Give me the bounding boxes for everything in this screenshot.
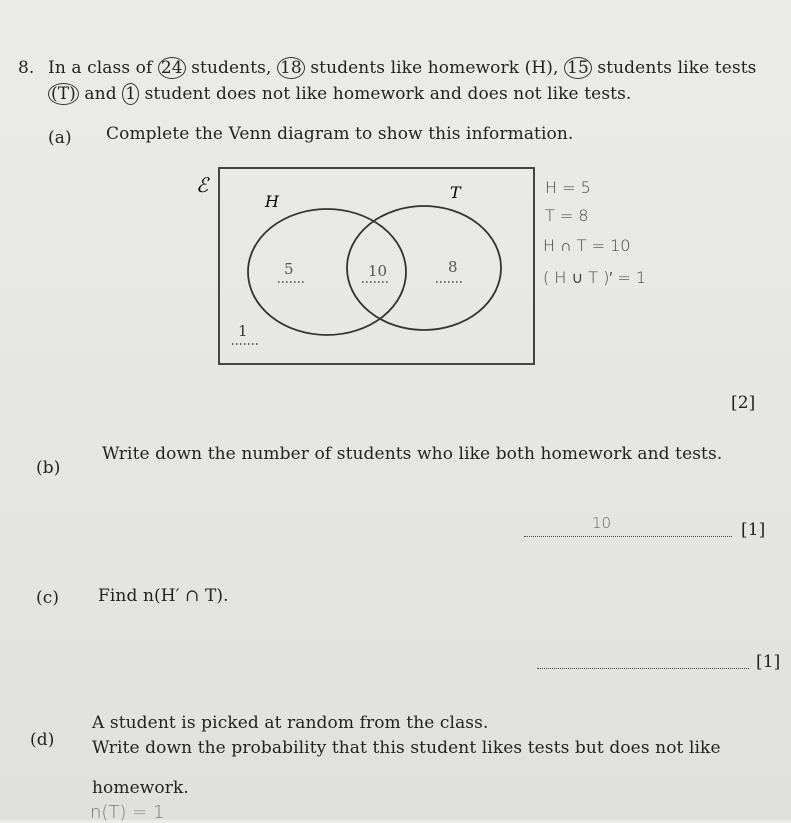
part-c-marks: [1] — [756, 652, 781, 672]
stem-text: and — [78, 84, 123, 104]
part-a-label: (a) — [48, 128, 72, 148]
part-d-working: n(T) = 1 — [90, 802, 165, 823]
circled-homework-count: 18 — [277, 57, 305, 79]
part-a-text: Complete the Venn diagram to show this information. — [106, 124, 574, 144]
circled-total: 24 — [158, 57, 186, 79]
stem-text: student does not like homework and does not like tests. — [139, 84, 632, 104]
stem-text: students like tests — [591, 58, 757, 78]
region-only-t-value: 8 — [448, 258, 458, 276]
part-c-label: (c) — [36, 588, 60, 608]
part-b-label: (b) — [36, 458, 61, 478]
question-stem-line-2 — [48, 84, 631, 104]
part-b-answer: 10 — [592, 514, 612, 532]
question-stem-line-1 — [48, 58, 756, 78]
part-d-label: (d) — [30, 730, 55, 750]
part-b-marks: [1] — [741, 520, 766, 540]
circled-neither-count: 1 — [122, 83, 139, 105]
region-both-value: 10 — [368, 262, 388, 280]
part-c-answer-line — [537, 652, 749, 669]
part-a-marks: [2] — [731, 393, 756, 413]
circled-tests-symbol: (T) — [48, 83, 79, 105]
set-t-label: T — [450, 183, 461, 202]
part-d-line-2: Write down the probability that this student likes tests but does not like — [92, 738, 721, 758]
region-outside-value: 1 — [238, 322, 248, 340]
question-number: 8. — [18, 58, 35, 78]
stem-text: In a class of — [48, 58, 158, 78]
part-c-text: Find n(H′ ∩ T). — [98, 586, 229, 606]
stem-text: students, — [185, 58, 277, 78]
set-h-label: H — [265, 192, 279, 211]
working-note: H = 5 — [545, 178, 591, 197]
part-d-line-1: A student is picked at random from the class. — [92, 713, 489, 733]
universal-set-symbol: ℰ — [196, 173, 209, 197]
part-d-line-3: homework. — [92, 778, 189, 798]
stem-text: students like homework (H), — [304, 58, 565, 78]
venn-diagram — [192, 162, 552, 372]
circled-tests-count: 15 — [564, 57, 592, 79]
working-note: H ∩ T = 10 — [543, 236, 631, 255]
part-b-answer-line — [524, 520, 732, 537]
region-only-h-value: 5 — [284, 260, 294, 278]
working-note: ( H ∪ T )′ = 1 — [543, 268, 647, 287]
working-note: T = 8 — [545, 206, 589, 225]
part-b-text: Write down the number of students who like both homework and tests. — [102, 444, 723, 464]
